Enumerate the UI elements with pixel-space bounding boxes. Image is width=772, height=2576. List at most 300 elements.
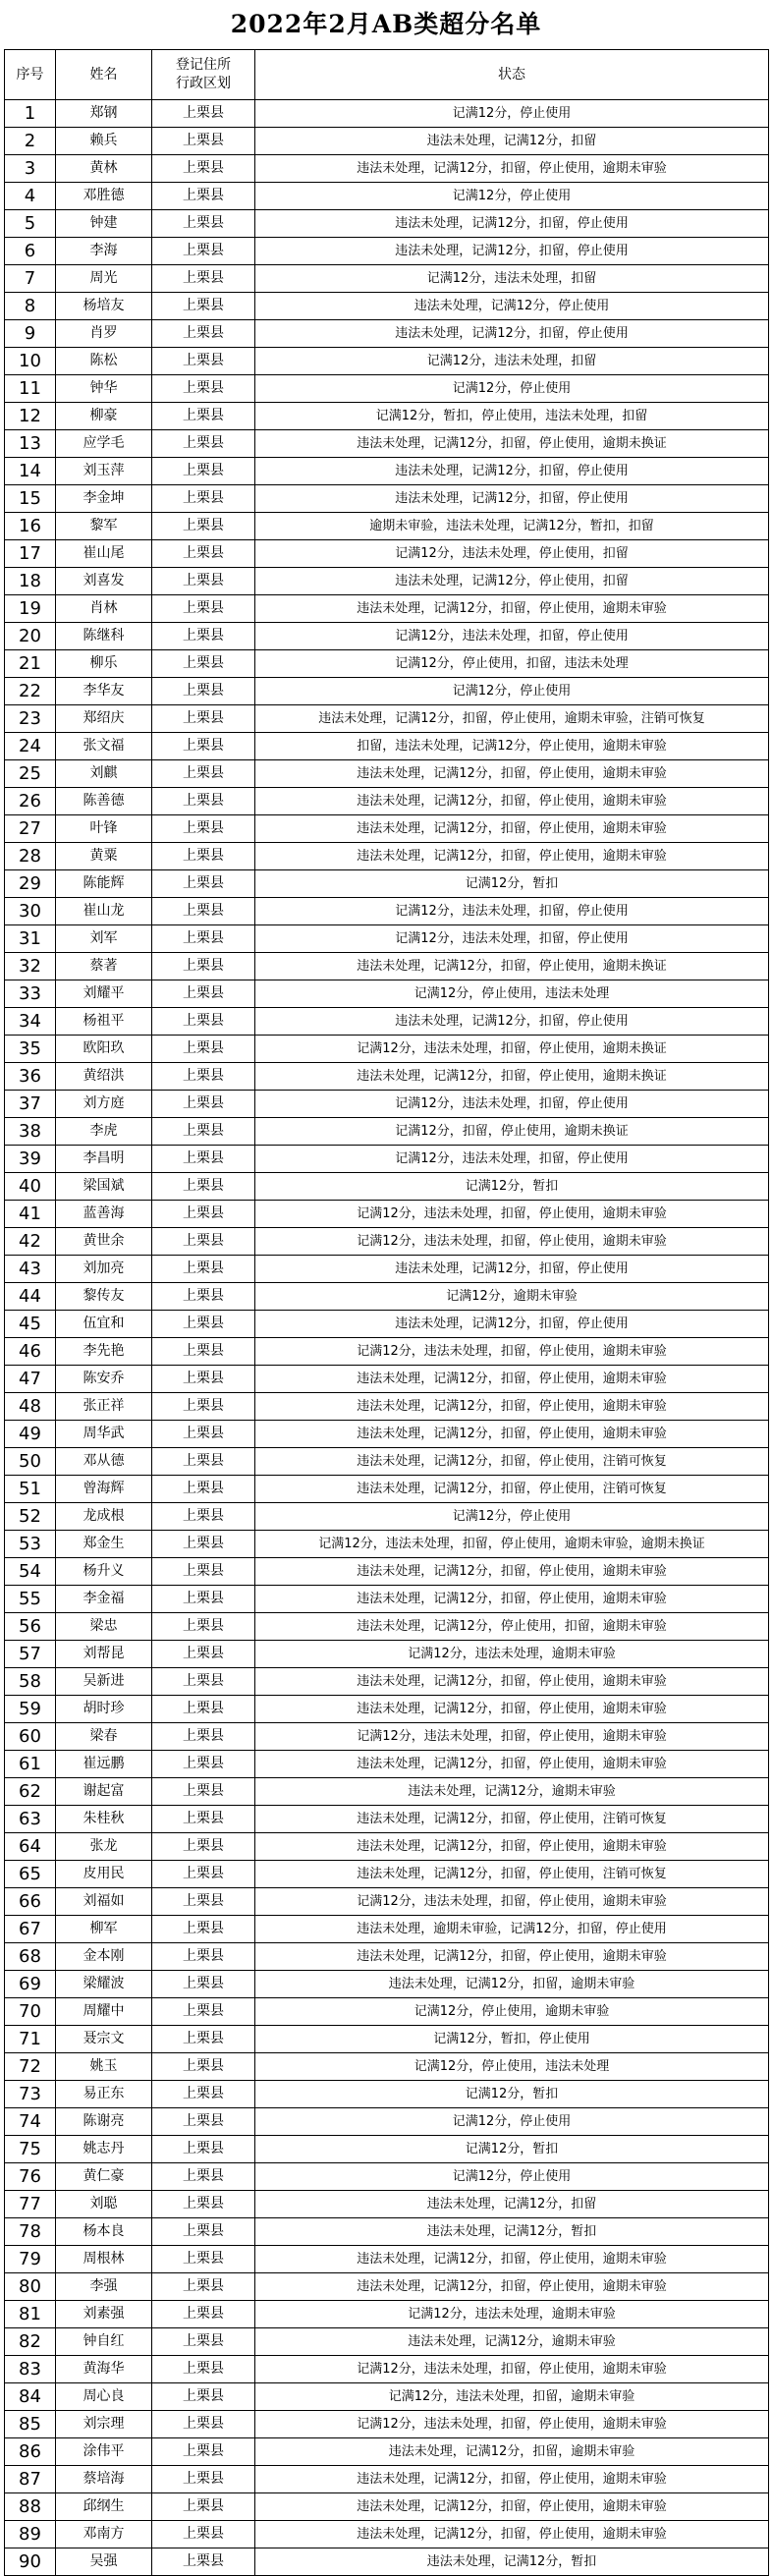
cell-status: 违法未处理，记满12分，扣留，停止使用，逾期未审验 — [255, 2521, 769, 2548]
cell-name: 刘聪 — [56, 2191, 152, 2218]
table-row — [5, 843, 769, 870]
cell-seq: 18 — [5, 568, 56, 595]
cell-name: 李金坤 — [56, 485, 152, 513]
cell-name: 应学毛 — [56, 430, 152, 458]
table-row — [5, 1063, 769, 1091]
table-row — [5, 1421, 769, 1448]
table-row — [5, 898, 769, 925]
table-row — [5, 128, 769, 155]
cell-region: 上栗县 — [152, 1228, 255, 1256]
cell-name: 钟华 — [56, 375, 152, 403]
cell-region: 上栗县 — [152, 1091, 255, 1118]
cell-name: 崔山龙 — [56, 898, 152, 925]
cell-name: 黄粟 — [56, 843, 152, 870]
cell-region: 上栗县 — [152, 2136, 255, 2163]
cell-name: 杨培友 — [56, 293, 152, 320]
cell-status: 违法未处理，记满12分，扣留，停止使用，逾期未审验 — [255, 2466, 769, 2493]
cell-region: 上栗县 — [152, 155, 255, 183]
table-row — [5, 265, 769, 293]
cell-region: 上栗县 — [152, 485, 255, 513]
cell-status: 记满12分，停止使用 — [255, 678, 769, 705]
cell-status: 违法未处理，记满12分，扣留，停止使用，注销可恢复 — [255, 1806, 769, 1833]
cell-region: 上栗县 — [152, 348, 255, 375]
cell-region: 上栗县 — [152, 1173, 255, 1201]
cell-seq: 14 — [5, 458, 56, 485]
cell-status: 违法未处理，记满12分，扣留，停止使用 — [255, 320, 769, 348]
cell-region: 上栗县 — [152, 265, 255, 293]
cell-region: 上栗县 — [152, 210, 255, 238]
cell-name: 谢起富 — [56, 1778, 152, 1806]
cell-seq: 28 — [5, 843, 56, 870]
cell-seq: 56 — [5, 1613, 56, 1641]
cell-name: 李强 — [56, 2273, 152, 2301]
cell-name: 肖罗 — [56, 320, 152, 348]
table-row — [5, 733, 769, 760]
table-row — [5, 1091, 769, 1118]
cell-seq: 15 — [5, 485, 56, 513]
cell-name: 黄世余 — [56, 1228, 152, 1256]
cell-seq: 74 — [5, 2108, 56, 2136]
cell-region: 上栗县 — [152, 815, 255, 843]
table-row — [5, 430, 769, 458]
table-row — [5, 348, 769, 375]
header-name: 姓名 — [56, 50, 152, 100]
table-header — [5, 50, 769, 100]
table-row — [5, 1641, 769, 1668]
cell-name: 黎传友 — [56, 1283, 152, 1311]
cell-status: 违法未处理，记满12分，扣留，停止使用，逾期未审验 — [255, 155, 769, 183]
table-row — [5, 1228, 769, 1256]
table-row — [5, 2356, 769, 2383]
cell-name: 柳军 — [56, 1916, 152, 1943]
cell-name: 周根林 — [56, 2246, 152, 2273]
cell-region: 上栗县 — [152, 1118, 255, 1146]
cell-region: 上栗县 — [152, 843, 255, 870]
cell-seq: 40 — [5, 1173, 56, 1201]
cell-name: 崔山尾 — [56, 540, 152, 568]
cell-region: 上栗县 — [152, 1036, 255, 1063]
table-row — [5, 2548, 769, 2576]
table-row — [5, 1943, 769, 1971]
cell-seq: 69 — [5, 1971, 56, 1998]
cell-region: 上栗县 — [152, 1943, 255, 1971]
cell-status: 记满12分，违法未处理，扣留 — [255, 348, 769, 375]
cell-region: 上栗县 — [152, 1008, 255, 1036]
table-row — [5, 1998, 769, 2026]
cell-region: 上栗县 — [152, 1806, 255, 1833]
cell-region: 上栗县 — [152, 980, 255, 1008]
cell-status: 违法未处理，记满12分，扣留，停止使用，注销可恢复 — [255, 1861, 769, 1888]
cell-seq: 81 — [5, 2301, 56, 2328]
cell-seq: 24 — [5, 733, 56, 760]
table-row — [5, 925, 769, 953]
cell-seq: 27 — [5, 815, 56, 843]
cell-region: 上栗县 — [152, 293, 255, 320]
table-row — [5, 2438, 769, 2466]
table-row — [5, 513, 769, 540]
cell-seq: 67 — [5, 1916, 56, 1943]
cell-status: 记满12分，停止使用 — [255, 2163, 769, 2191]
cell-name: 杨本良 — [56, 2218, 152, 2246]
table-row — [5, 1036, 769, 1063]
cell-region: 上栗县 — [152, 183, 255, 210]
cell-seq: 45 — [5, 1311, 56, 1338]
table-row — [5, 1366, 769, 1393]
table-row — [5, 1971, 769, 1998]
cell-region: 上栗县 — [152, 2493, 255, 2521]
table-row — [5, 595, 769, 623]
cell-seq: 4 — [5, 183, 56, 210]
cell-status: 违法未处理，记满12分，扣留，停止使用，逾期未换证 — [255, 953, 769, 980]
cell-status: 违法未处理，记满12分，扣留，逾期未审验 — [255, 2438, 769, 2466]
cell-name: 易正东 — [56, 2081, 152, 2108]
cell-seq: 64 — [5, 1833, 56, 1861]
cell-name: 黄仁豪 — [56, 2163, 152, 2191]
cell-seq: 59 — [5, 1696, 56, 1723]
cell-seq: 78 — [5, 2218, 56, 2246]
cell-name: 钟自红 — [56, 2328, 152, 2356]
cell-seq: 52 — [5, 1503, 56, 1531]
document-title: 2022年2月AB类超分名单 — [230, 10, 542, 38]
table-row — [5, 1833, 769, 1861]
cell-seq: 71 — [5, 2026, 56, 2053]
cell-seq: 42 — [5, 1228, 56, 1256]
table-row — [5, 155, 769, 183]
cell-name: 刘方庭 — [56, 1091, 152, 1118]
table-row — [5, 1448, 769, 1476]
table-row — [5, 2026, 769, 2053]
cell-region: 上栗县 — [152, 760, 255, 788]
cell-seq: 43 — [5, 1256, 56, 1283]
table-row — [5, 2163, 769, 2191]
cell-region: 上栗县 — [152, 320, 255, 348]
cell-name: 周华武 — [56, 1421, 152, 1448]
table-row — [5, 678, 769, 705]
cell-name: 聂宗文 — [56, 2026, 152, 2053]
cell-status: 违法未处理，记满12分，扣留，停止使用，逾期未审验 — [255, 1696, 769, 1723]
table-row — [5, 183, 769, 210]
table-row — [5, 1586, 769, 1613]
cell-status: 记满12分，违法未处理，扣留，停止使用 — [255, 1091, 769, 1118]
cell-name: 刘福如 — [56, 1888, 152, 1916]
cell-name: 刘素强 — [56, 2301, 152, 2328]
cell-seq: 46 — [5, 1338, 56, 1366]
cell-name: 李先艳 — [56, 1338, 152, 1366]
header-seq: 序号 — [5, 50, 56, 100]
cell-region: 上栗县 — [152, 375, 255, 403]
cell-region: 上栗县 — [152, 2466, 255, 2493]
cell-seq: 87 — [5, 2466, 56, 2493]
cell-status: 记满12分，违法未处理，扣留，停止使用 — [255, 925, 769, 953]
table-row — [5, 2081, 769, 2108]
cell-region: 上栗县 — [152, 403, 255, 430]
cell-status: 违法未处理，记满12分，停止使用，扣留 — [255, 568, 769, 595]
cell-region: 上栗县 — [152, 1861, 255, 1888]
cell-status: 违法未处理，记满12分，扣留，停止使用 — [255, 458, 769, 485]
cell-status: 记满12分，违法未处理，扣留，停止使用，逾期未审验 — [255, 2411, 769, 2438]
cell-seq: 44 — [5, 1283, 56, 1311]
cell-status: 记满12分，扣留，停止使用，逾期未换证 — [255, 1118, 769, 1146]
cell-name: 刘麒 — [56, 760, 152, 788]
cell-region: 上栗县 — [152, 898, 255, 925]
header-status: 状态 — [255, 50, 769, 100]
cell-status: 违法未处理，记满12分，扣留 — [255, 128, 769, 155]
cell-status: 违法未处理，记满12分，扣留，停止使用 — [255, 1008, 769, 1036]
cell-status: 违法未处理，记满12分，扣留，停止使用，逾期未审验 — [255, 1558, 769, 1586]
cell-status: 记满12分，暂扣 — [255, 1173, 769, 1201]
cell-region: 上栗县 — [152, 1751, 255, 1778]
cell-region: 上栗县 — [152, 1448, 255, 1476]
cell-region: 上栗县 — [152, 1613, 255, 1641]
cell-status: 记满12分，违法未处理，扣留，停止使用，逾期未审验 — [255, 1228, 769, 1256]
cell-status: 违法未处理，记满12分，扣留，停止使用，注销可恢复 — [255, 1476, 769, 1503]
cell-seq: 39 — [5, 1146, 56, 1173]
cell-status: 违法未处理，记满12分，暂扣 — [255, 2218, 769, 2246]
header-region — [152, 50, 255, 100]
cell-name: 蔡培海 — [56, 2466, 152, 2493]
cell-region: 上栗县 — [152, 1696, 255, 1723]
table-row — [5, 1503, 769, 1531]
cell-seq: 61 — [5, 1751, 56, 1778]
cell-region: 上栗县 — [152, 1531, 255, 1558]
cell-seq: 70 — [5, 1998, 56, 2026]
cell-name: 姚志丹 — [56, 2136, 152, 2163]
cell-name: 刘军 — [56, 925, 152, 953]
cell-status: 违法未处理，记满12分，扣留，停止使用，逾期未审验 — [255, 1586, 769, 1613]
cell-seq: 41 — [5, 1201, 56, 1228]
cell-seq: 53 — [5, 1531, 56, 1558]
cell-region: 上栗县 — [152, 650, 255, 678]
cell-status: 记满12分，停止使用 — [255, 375, 769, 403]
cell-status: 违法未处理，记满12分，扣留，停止使用 — [255, 485, 769, 513]
table-row — [5, 1476, 769, 1503]
cell-region: 上栗县 — [152, 2108, 255, 2136]
cell-status: 记满12分，违法未处理，扣留，停止使用 — [255, 898, 769, 925]
cell-seq: 68 — [5, 1943, 56, 1971]
cell-seq: 29 — [5, 870, 56, 898]
cell-seq: 48 — [5, 1393, 56, 1421]
cell-status: 记满12分，暂扣 — [255, 2081, 769, 2108]
cell-name: 张龙 — [56, 1833, 152, 1861]
cell-status: 违法未处理，记满12分，扣留，停止使用，逾期未审验 — [255, 815, 769, 843]
cell-region: 上栗县 — [152, 705, 255, 733]
table-row — [5, 2273, 769, 2301]
cell-status: 记满12分，违法未处理，逾期未审验 — [255, 1641, 769, 1668]
cell-region: 上栗县 — [152, 1668, 255, 1696]
cell-region: 上栗县 — [152, 1586, 255, 1613]
cell-status: 违法未处理，记满12分，扣留，逾期未审验 — [255, 1971, 769, 1998]
cell-status: 记满12分，停止使用，逾期未审验 — [255, 1998, 769, 2026]
cell-seq: 76 — [5, 2163, 56, 2191]
table-row — [5, 1668, 769, 1696]
cell-name: 邓胜德 — [56, 183, 152, 210]
cell-status: 扣留，违法未处理，记满12分，停止使用，逾期未审验 — [255, 733, 769, 760]
cell-seq: 7 — [5, 265, 56, 293]
cell-status: 记满12分，暂扣 — [255, 870, 769, 898]
cell-seq: 1 — [5, 100, 56, 128]
cell-status: 记满12分，违法未处理，扣留，停止使用，逾期未审验 — [255, 1201, 769, 1228]
table-row — [5, 2191, 769, 2218]
table-row — [5, 320, 769, 348]
cell-status: 违法未处理，记满12分，扣留，停止使用，逾期未审验 — [255, 2246, 769, 2273]
cell-name: 周光 — [56, 265, 152, 293]
table-row — [5, 2493, 769, 2521]
cell-seq: 37 — [5, 1091, 56, 1118]
cell-status: 记满12分，违法未处理，扣留，停止使用，逾期未审验，逾期未换证 — [255, 1531, 769, 1558]
cell-status: 记满12分，停止使用 — [255, 2108, 769, 2136]
cell-seq: 38 — [5, 1118, 56, 1146]
cell-region: 上栗县 — [152, 1833, 255, 1861]
cell-status: 违法未处理，记满12分，扣留，停止使用，逾期未审验 — [255, 788, 769, 815]
cell-seq: 33 — [5, 980, 56, 1008]
cell-status: 违法未处理，记满12分，扣留，停止使用，逾期未审验 — [255, 1393, 769, 1421]
cell-status: 违法未处理，记满12分，扣留，停止使用 — [255, 238, 769, 265]
cell-status: 记满12分，违法未处理，扣留，停止使用，逾期未审验 — [255, 1338, 769, 1366]
table-row — [5, 2521, 769, 2548]
cell-seq: 2 — [5, 128, 56, 155]
cell-name: 周心良 — [56, 2383, 152, 2411]
table-row — [5, 2053, 769, 2081]
table-row — [5, 1146, 769, 1173]
cell-region: 上栗县 — [152, 2246, 255, 2273]
table-row — [5, 458, 769, 485]
cell-name: 郑钢 — [56, 100, 152, 128]
cell-name: 蔡著 — [56, 953, 152, 980]
table-row — [5, 568, 769, 595]
table-row — [5, 1393, 769, 1421]
cell-name: 钟建 — [56, 210, 152, 238]
table-row — [5, 1338, 769, 1366]
cell-status: 违法未处理，记满12分，扣留 — [255, 2191, 769, 2218]
table-body — [5, 100, 769, 2576]
table-row — [5, 210, 769, 238]
cell-region: 上栗县 — [152, 1476, 255, 1503]
cell-seq: 65 — [5, 1861, 56, 1888]
header-region-text: 登记住所行政区划 — [176, 57, 231, 91]
cell-status: 记满12分，暂扣，停止使用，违法未处理，扣留 — [255, 403, 769, 430]
cell-seq: 20 — [5, 623, 56, 650]
cell-name: 杨祖平 — [56, 1008, 152, 1036]
cell-region: 上栗县 — [152, 1421, 255, 1448]
table-row — [5, 953, 769, 980]
cell-region: 上栗县 — [152, 540, 255, 568]
cell-status: 记满12分，违法未处理，扣留，停止使用 — [255, 1146, 769, 1173]
cell-name: 陈善德 — [56, 788, 152, 815]
cell-status: 记满12分，停止使用，扣留，违法未处理 — [255, 650, 769, 678]
cell-region: 上栗县 — [152, 1283, 255, 1311]
cell-region: 上栗县 — [152, 2081, 255, 2108]
cell-name: 刘耀平 — [56, 980, 152, 1008]
cell-region: 上栗县 — [152, 1888, 255, 1916]
cell-name: 陈松 — [56, 348, 152, 375]
cell-seq: 72 — [5, 2053, 56, 2081]
cell-region: 上栗县 — [152, 1971, 255, 1998]
cell-status: 违法未处理，记满12分，扣留，停止使用，逾期未审验 — [255, 1668, 769, 1696]
table-row — [5, 1723, 769, 1751]
table-row — [5, 788, 769, 815]
cell-seq: 49 — [5, 1421, 56, 1448]
cell-seq: 89 — [5, 2521, 56, 2548]
cell-region: 上栗县 — [152, 870, 255, 898]
cell-status: 违法未处理，记满12分，扣留，停止使用，逾期未审验 — [255, 843, 769, 870]
cell-status: 违法未处理，记满12分，扣留，停止使用，逾期未审验 — [255, 1421, 769, 1448]
cell-name: 李昌明 — [56, 1146, 152, 1173]
cell-name: 涂伟平 — [56, 2438, 152, 2466]
cell-name: 李华友 — [56, 678, 152, 705]
table-row — [5, 2411, 769, 2438]
cell-seq: 17 — [5, 540, 56, 568]
cell-name: 曾海辉 — [56, 1476, 152, 1503]
cell-region: 上栗县 — [152, 1641, 255, 1668]
table-row — [5, 100, 769, 128]
cell-region: 上栗县 — [152, 2383, 255, 2411]
table-row — [5, 1696, 769, 1723]
cell-region: 上栗县 — [152, 100, 255, 128]
table-row — [5, 1311, 769, 1338]
cell-name: 胡时珍 — [56, 1696, 152, 1723]
cell-seq: 13 — [5, 430, 56, 458]
violation-table — [4, 49, 769, 2576]
cell-name: 陈继科 — [56, 623, 152, 650]
cell-region: 上栗县 — [152, 1146, 255, 1173]
cell-seq: 11 — [5, 375, 56, 403]
cell-region: 上栗县 — [152, 128, 255, 155]
cell-name: 赖兵 — [56, 128, 152, 155]
cell-name: 梁耀波 — [56, 1971, 152, 1998]
table-row — [5, 293, 769, 320]
cell-status: 记满12分，停止使用 — [255, 183, 769, 210]
cell-status: 违法未处理，记满12分，扣留，停止使用 — [255, 1311, 769, 1338]
cell-name: 刘宗理 — [56, 2411, 152, 2438]
cell-status: 违法未处理，记满12分，扣留，停止使用，逾期未审验 — [255, 1833, 769, 1861]
cell-region: 上栗县 — [152, 733, 255, 760]
cell-seq: 88 — [5, 2493, 56, 2521]
cell-status: 记满12分，停止使用 — [255, 1503, 769, 1531]
cell-name: 郑金生 — [56, 1531, 152, 1558]
cell-status: 记满12分，违法未处理，扣留，停止使用，逾期未审验 — [255, 1723, 769, 1751]
cell-status: 违法未处理，记满12分，扣留，停止使用，逾期未审验 — [255, 760, 769, 788]
table-row — [5, 1256, 769, 1283]
cell-name: 吴新进 — [56, 1668, 152, 1696]
cell-region: 上栗县 — [152, 678, 255, 705]
cell-status: 违法未处理，记满12分，暂扣 — [255, 2548, 769, 2576]
cell-seq: 50 — [5, 1448, 56, 1476]
cell-region: 上栗县 — [152, 2301, 255, 2328]
cell-seq: 22 — [5, 678, 56, 705]
cell-name: 黎军 — [56, 513, 152, 540]
cell-name: 邓从德 — [56, 1448, 152, 1476]
cell-seq: 32 — [5, 953, 56, 980]
cell-name: 李虎 — [56, 1118, 152, 1146]
cell-region: 上栗县 — [152, 1338, 255, 1366]
cell-region: 上栗县 — [152, 1558, 255, 1586]
table-row — [5, 980, 769, 1008]
cell-status: 记满12分，暂扣，停止使用 — [255, 2026, 769, 2053]
cell-seq: 55 — [5, 1586, 56, 1613]
cell-status: 违法未处理，记满12分，扣留，停止使用 — [255, 210, 769, 238]
table-row — [5, 1558, 769, 1586]
cell-name: 刘喜发 — [56, 568, 152, 595]
cell-status: 记满12分，违法未处理，逾期未审验 — [255, 2301, 769, 2328]
table-row — [5, 2136, 769, 2163]
cell-status: 记满12分，暂扣 — [255, 2136, 769, 2163]
cell-status: 违法未处理，记满12分，扣留，停止使用，注销可恢复 — [255, 1448, 769, 1476]
cell-seq: 85 — [5, 2411, 56, 2438]
table-row — [5, 2301, 769, 2328]
cell-region: 上栗县 — [152, 2273, 255, 2301]
cell-seq: 34 — [5, 1008, 56, 1036]
table-row — [5, 870, 769, 898]
